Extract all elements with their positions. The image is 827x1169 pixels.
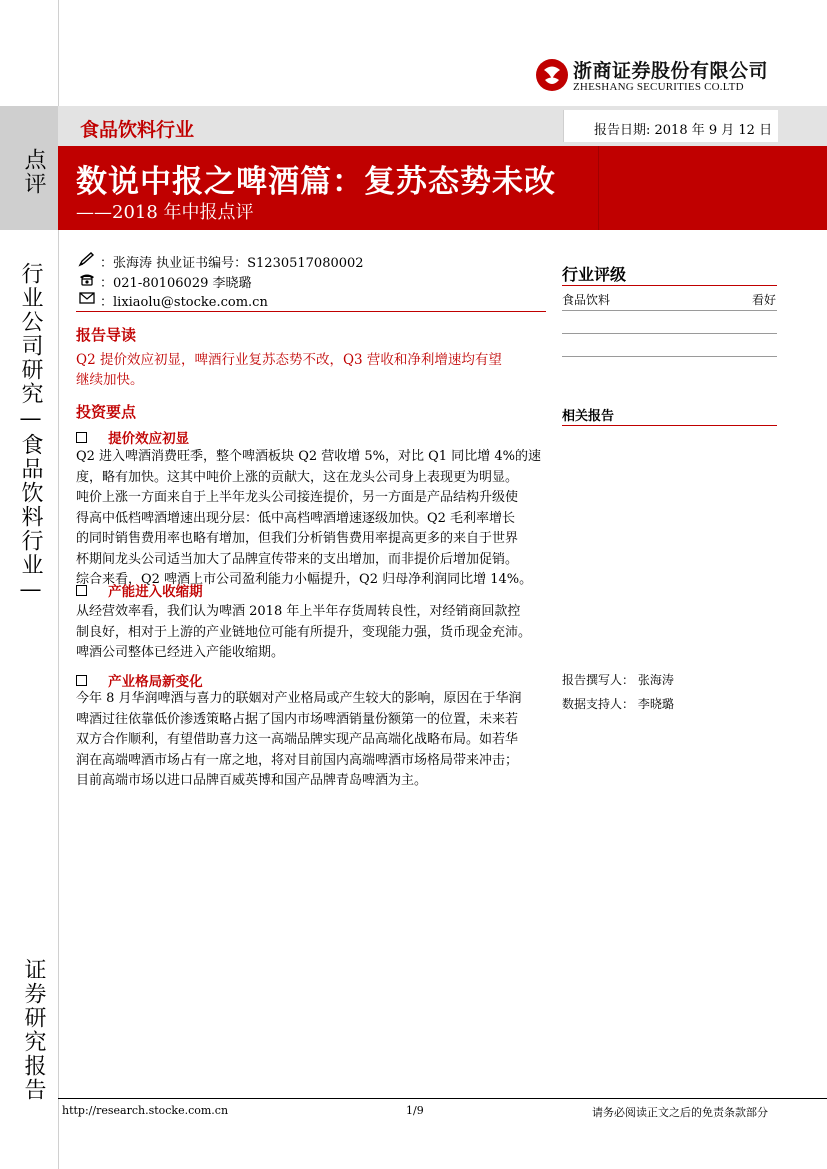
report-date: 报告日期: 2018 年 9 月 12 日 bbox=[594, 123, 773, 138]
footer-rule bbox=[58, 1098, 827, 1099]
guide-text bbox=[76, 350, 546, 390]
page-title: 数说中报之啤酒篇：复苏态势未改 bbox=[76, 164, 556, 200]
mail-icon bbox=[78, 290, 96, 306]
phone-icon bbox=[78, 271, 96, 287]
checkbox-icon bbox=[76, 675, 87, 686]
rating-rule bbox=[562, 310, 777, 311]
point-1-body bbox=[76, 447, 548, 591]
point-1-line: Q2 进入啤酒消费旺季，整个啤酒板块 Q2 营收增 5%，对比 Q1 同比增 4%的速 bbox=[76, 449, 541, 464]
checkbox-icon bbox=[76, 432, 87, 443]
rating-industry: 食品饮料 bbox=[562, 293, 611, 307]
sidebar-top-label: 点评 bbox=[21, 148, 46, 196]
guide-line: 继续加快。 bbox=[76, 372, 144, 388]
point-3-line: 今年 8 月华润啤酒与喜力的联姻对产业格局或产生较大的影响，原因在于华润 bbox=[76, 691, 522, 706]
author-line-2: ：021-80106029 李晓璐 bbox=[100, 276, 252, 291]
guide-heading: 报告导读 bbox=[76, 326, 137, 344]
invest-heading: 投资要点 bbox=[76, 403, 137, 421]
point-1-line: 得高中低档啤酒增速出现分层：低中高档啤酒增速逐级加快。Q2 毛利率增长 bbox=[76, 510, 516, 526]
page-subtitle: ——2018 年中报点评 bbox=[76, 202, 254, 223]
point-2-line: 制良好，相对于上游的产业链地位可能有所提升，变现能力强，货币现金充沛。 bbox=[76, 624, 532, 640]
data-supporter: 数据支持人： 李晓璐 bbox=[562, 697, 674, 711]
page-number: 1/9 bbox=[406, 1104, 424, 1117]
point-3-line: 双方合作顺利，有望借助喜力这一高端品牌实现产品高端化战略布局。如若华 bbox=[76, 732, 519, 747]
footer-disclaimer: 请务必阅读正文之后的免责条款部分 bbox=[592, 1106, 768, 1119]
related-separator bbox=[562, 425, 777, 426]
point-1-line: 的同时销售费用率也略有增加，但我们分析销售费用率提高更多的来自于世界 bbox=[76, 531, 519, 546]
point-2-body bbox=[76, 602, 548, 664]
point-1-line: 吨价上涨一方面来自于上半年龙头公司接连提价，另一方面是产品结构升级使 bbox=[76, 490, 519, 505]
zheshang-logo-icon bbox=[535, 58, 569, 92]
point-3-body bbox=[76, 689, 548, 792]
rating-value: 看好 bbox=[752, 293, 777, 307]
author-separator bbox=[76, 311, 546, 312]
point-1-line: 综合来看，Q2 啤酒上市公司盈利能力小幅提升，Q2 归母净利润同比增 14%。 bbox=[76, 572, 533, 587]
point-2-line: 从经营效率看，我们认为啤酒 2018 年上半年存货周转良性，对经销商回款控 bbox=[76, 604, 521, 619]
point-1-title: 提价效应初显 bbox=[108, 431, 190, 447]
point-3-line: 目前高端市场以进口品牌百威英博和国产品牌青岛啤酒为主。 bbox=[76, 773, 428, 788]
sidebar-bottom-label: 证券研究报告 bbox=[21, 958, 46, 1102]
title-band-divider bbox=[598, 146, 599, 230]
point-1-line: 度，略有加快。这其中吨价上涨的贡献大，这在龙头公司身上表现更为明显。 bbox=[76, 469, 519, 485]
checkbox-icon bbox=[76, 585, 87, 596]
footer-url[interactable]: http://research.stocke.com.cn bbox=[62, 1104, 229, 1117]
industry-label: 食品饮料行业 bbox=[80, 119, 195, 141]
rating-separator bbox=[562, 285, 777, 286]
author-line-1: ：张海涛 执业证书编号：S1230517080002 bbox=[100, 256, 364, 271]
point-1-line: 杯期间龙头公司适当加大了品牌宣传带来的支出增加，而非提价后增加促销。 bbox=[76, 551, 519, 567]
related-heading: 相关报告 bbox=[562, 409, 615, 424]
point-3-line: 啤酒过往依靠低价渗透策略占据了国内市场啤酒销量份额第一的位置，未来若 bbox=[76, 711, 519, 727]
author-line-3: ：lixiaolu@stocke.com.cn bbox=[100, 295, 268, 310]
point-2-line: 啤酒公司整体已经进入产能收缩期。 bbox=[76, 645, 285, 660]
sidebar-mid-label: 行业公司研究—食品饮料行业— bbox=[18, 262, 43, 604]
rating-rule bbox=[562, 333, 777, 334]
rating-heading: 行业评级 bbox=[562, 265, 627, 284]
rating-rule bbox=[562, 356, 777, 357]
point-3-header bbox=[76, 670, 203, 690]
point-2-title: 产能进入收缩期 bbox=[108, 584, 203, 600]
company-name-cn: 浙商证券股份有限公司 bbox=[573, 60, 769, 82]
pen-icon bbox=[78, 251, 96, 267]
guide-line: Q2 提价效应初显，啤酒行业复苏态势不改，Q3 营收和净利增速均有望 bbox=[76, 352, 502, 368]
point-2-header bbox=[76, 580, 203, 600]
company-name-en: ZHESHANG SECURITIES CO.LTD bbox=[573, 81, 744, 93]
report-writer: 报告撰写人： 张海涛 bbox=[562, 673, 674, 687]
point-3-line: 润在高端啤酒市场占有一席之地，将对目前国内高端啤酒市场格局带来冲击； bbox=[76, 752, 519, 768]
point-1-header bbox=[76, 427, 189, 447]
point-3-title: 产业格局新变化 bbox=[108, 674, 203, 690]
